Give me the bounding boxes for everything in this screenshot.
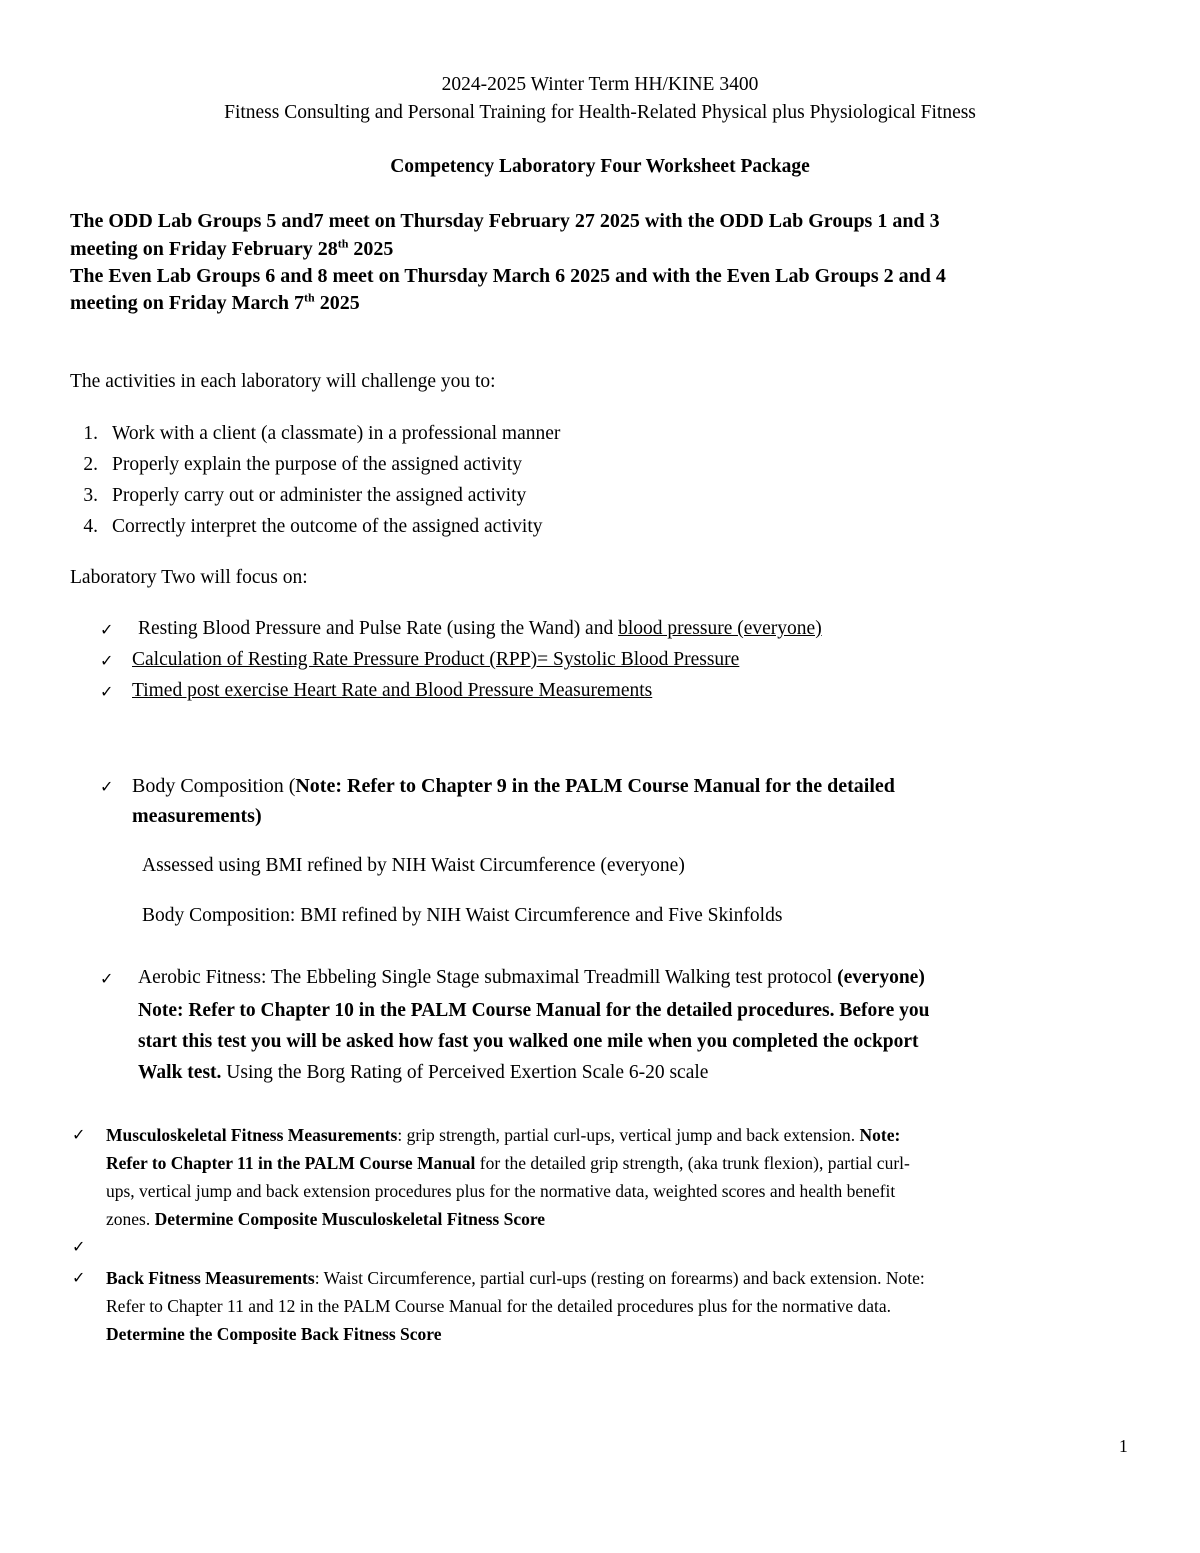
aerobic-note-line3: Walk test. Using the Borg Rating of Perceived Exertion Scale 6-20 scale — [138, 1062, 709, 1083]
schedule-even-line1: The Even Lab Groups 6 and 8 meet on Thursday March 6 2025 and with the Even Lab Groups 2 and 4 — [70, 265, 946, 287]
musculo-line4: zones. Determine Composite Musculoskeletal Fitness Score — [106, 1209, 546, 1229]
focus-item-timed: Timed post exercise Heart Rate and Blood Pressure Measurements — [132, 680, 653, 701]
musculo-line1: Musculoskeletal Fitness Measurements: grip strength, partial curl-ups, vertical jump and back extension. Note: — [106, 1125, 901, 1145]
focus-item-rpp: Calculation of Resting Rate Pressure Product (RPP)= Systolic Blood Pressure — [132, 649, 740, 670]
schedule-odd-line2: meeting on Friday February 28th 2025 — [70, 236, 394, 260]
list-item: 4. Correctly interpret the outcome of the assigned activity — [83, 516, 543, 537]
list-item: 2. Properly explain the purpose of the assigned activity — [83, 454, 522, 475]
checkmark-icon: ✓ — [100, 620, 114, 639]
body-composition-line1: Assessed using BMI refined by NIH Waist Circumference (everyone) — [142, 855, 685, 876]
back-line1: Back Fitness Measurements: Waist Circumference, partial curl-ups (resting on forearms) and back extension. Note: — [106, 1268, 925, 1288]
intro-text: The activities in each laboratory will challenge you to: — [70, 371, 496, 392]
checkmark-icon: ✓ — [100, 777, 114, 796]
focus-item-bp: Resting Blood Pressure and Pulse Rate (using the Wand) and blood pressure (everyone) — [138, 618, 822, 639]
schedule-odd-line1: The ODD Lab Groups 5 and7 meet on Thursday February 27 2025 with the ODD Lab Groups 1 and 3 — [70, 210, 940, 232]
course-header: 2024-2025 Winter Term HH/KINE 3400 — [441, 74, 759, 95]
body-composition-line2: Body Composition: BMI refined by NIH Waist Circumference and Five Skinfolds — [142, 905, 783, 926]
checkmark-icon: ✓ — [100, 651, 114, 670]
page-title: Competency Laboratory Four Worksheet Package — [390, 156, 810, 177]
checkmark-icon: ✓ — [100, 682, 114, 701]
musculo-line3: ups, vertical jump and back extension procedures plus for the normative data, weighted scores and health benefit — [106, 1181, 896, 1201]
checkmark-icon: ✓ — [72, 1268, 86, 1287]
checkmark-icon: ✓ — [72, 1125, 86, 1144]
checkmark-icon: ✓ — [100, 969, 114, 988]
aerobic-note-line1: Note: Refer to Chapter 10 in the PALM Course Manual for the detailed procedures. Before you — [138, 1000, 930, 1021]
aerobic-heading: Aerobic Fitness: The Ebbeling Single Stage submaximal Treadmill Walking test protocol (everyone) — [138, 967, 925, 988]
course-subtitle: Fitness Consulting and Personal Training for Health-Related Physical plus Physiological Fitness — [224, 102, 976, 123]
body-composition-note: measurements) — [132, 805, 262, 827]
focus-intro: Laboratory Two will focus on: — [70, 567, 308, 588]
body-composition-heading: Body Composition (Note: Refer to Chapter 9 in the PALM Course Manual for the detailed — [132, 775, 895, 797]
page-number: 1 — [1119, 1436, 1128, 1456]
schedule-even-line2: meeting on Friday March 7th 2025 — [70, 290, 360, 314]
musculo-line2: Refer to Chapter 11 in the PALM Course Manual for the detailed grip strength, (aka trunk flexion), partial curl- — [106, 1153, 910, 1173]
back-line3: Determine the Composite Back Fitness Score — [106, 1324, 442, 1344]
list-item: 3. Properly carry out or administer the assigned activity — [83, 485, 527, 506]
back-line2: Refer to Chapter 11 and 12 in the PALM Course Manual for the detailed procedures plus for the normative data. — [106, 1296, 892, 1316]
aerobic-note-line2: start this test you will be asked how fast you walked one mile when you completed the ockport — [138, 1031, 919, 1052]
list-item: 1. Work with a client (a classmate) in a professional manner — [83, 423, 561, 444]
checkmark-icon: ✓ — [72, 1237, 86, 1256]
